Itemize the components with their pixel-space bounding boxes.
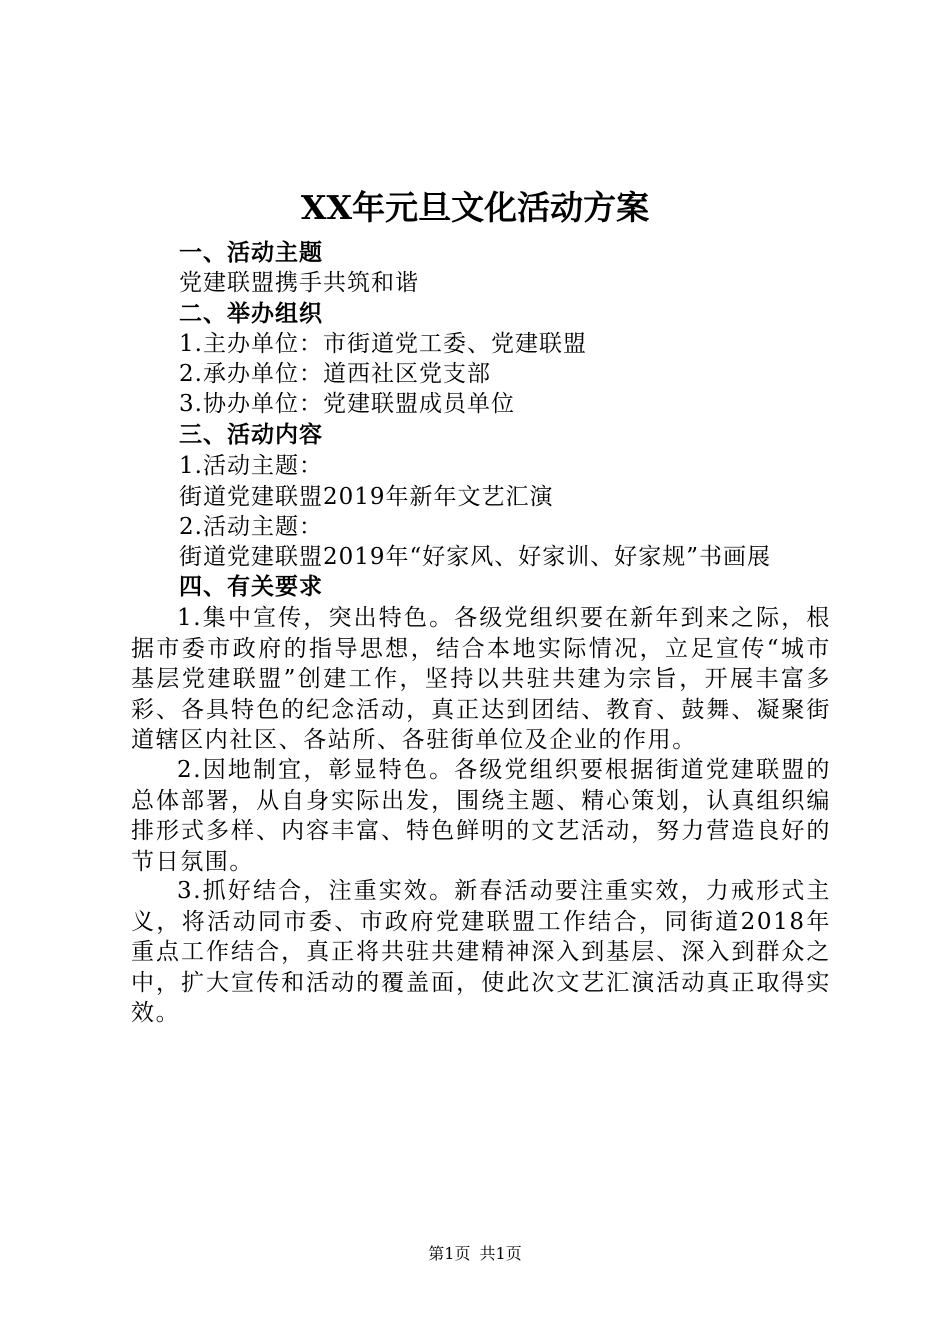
section-heading-theme: 一、活动主题: [179, 240, 323, 266]
content-item1-label: 1.活动主题：: [179, 453, 323, 479]
organizer-undertaker: 2.承办单位：道西社区党支部: [179, 361, 491, 387]
requirement-paragraph-2: 2.因地制宜，彰显特色。各级党组织要根据街道党建联盟的总体部署，从自身实际出发，围绕主题、精心策划，认真组织编排形式多样、内容丰富、特色鲜明的文艺活动，努力营造良好的节日氛围。: [131, 757, 831, 875]
content-item2-label: 2.活动主题：: [179, 514, 323, 540]
content-item1-text: 街道党建联盟2019年新年文艺汇演: [179, 484, 554, 510]
page-footer: [0, 1244, 950, 1264]
organizer-co-host: 3.协办单位：党建联盟成员单位: [179, 391, 515, 417]
section-heading-organization: 二、举办组织: [179, 301, 323, 327]
organizer-host: 1.主办单位：市街道党工委、党建联盟: [179, 331, 587, 357]
requirement-paragraph-3: 3.抓好结合，注重实效。新春活动要注重实效，力戒形式主义，将活动同市委、市政府党建联盟工作结合，同街道2018年重点工作结合，真正将共驻共建精神深入到基层、深入到群众之中，扩大宣传和活动的覆盖面，使此次文艺汇演活动真正取得实效。: [131, 878, 831, 1026]
page-total: 共1页: [479, 1244, 522, 1263]
page-number: 第1页: [428, 1244, 471, 1263]
document-title: XX年元旦文化活动方案: [300, 188, 650, 227]
section-heading-requirements: 四、有关要求: [179, 574, 323, 600]
section-heading-content: 三、活动内容: [179, 422, 323, 448]
content-item2-text: 街道党建联盟2019年“好家风、好家训、好家规”书画展: [179, 544, 772, 570]
requirement-paragraph-1: 1.集中宣传，突出特色。各级党组织要在新年到来之际，根据市委市政府的指导思想，结合本地实际情况，立足宣传“城市基层党建联盟”创建工作，坚持以共驻共建为宗旨，开展丰富多彩、各具特色的纪念活动，真正达到团结、教育、鼓舞、凝聚街道辖区内社区、各站所、各驻街单位及企业的作用。: [131, 605, 831, 753]
theme-text: 党建联盟携手共筑和谐: [179, 270, 419, 296]
